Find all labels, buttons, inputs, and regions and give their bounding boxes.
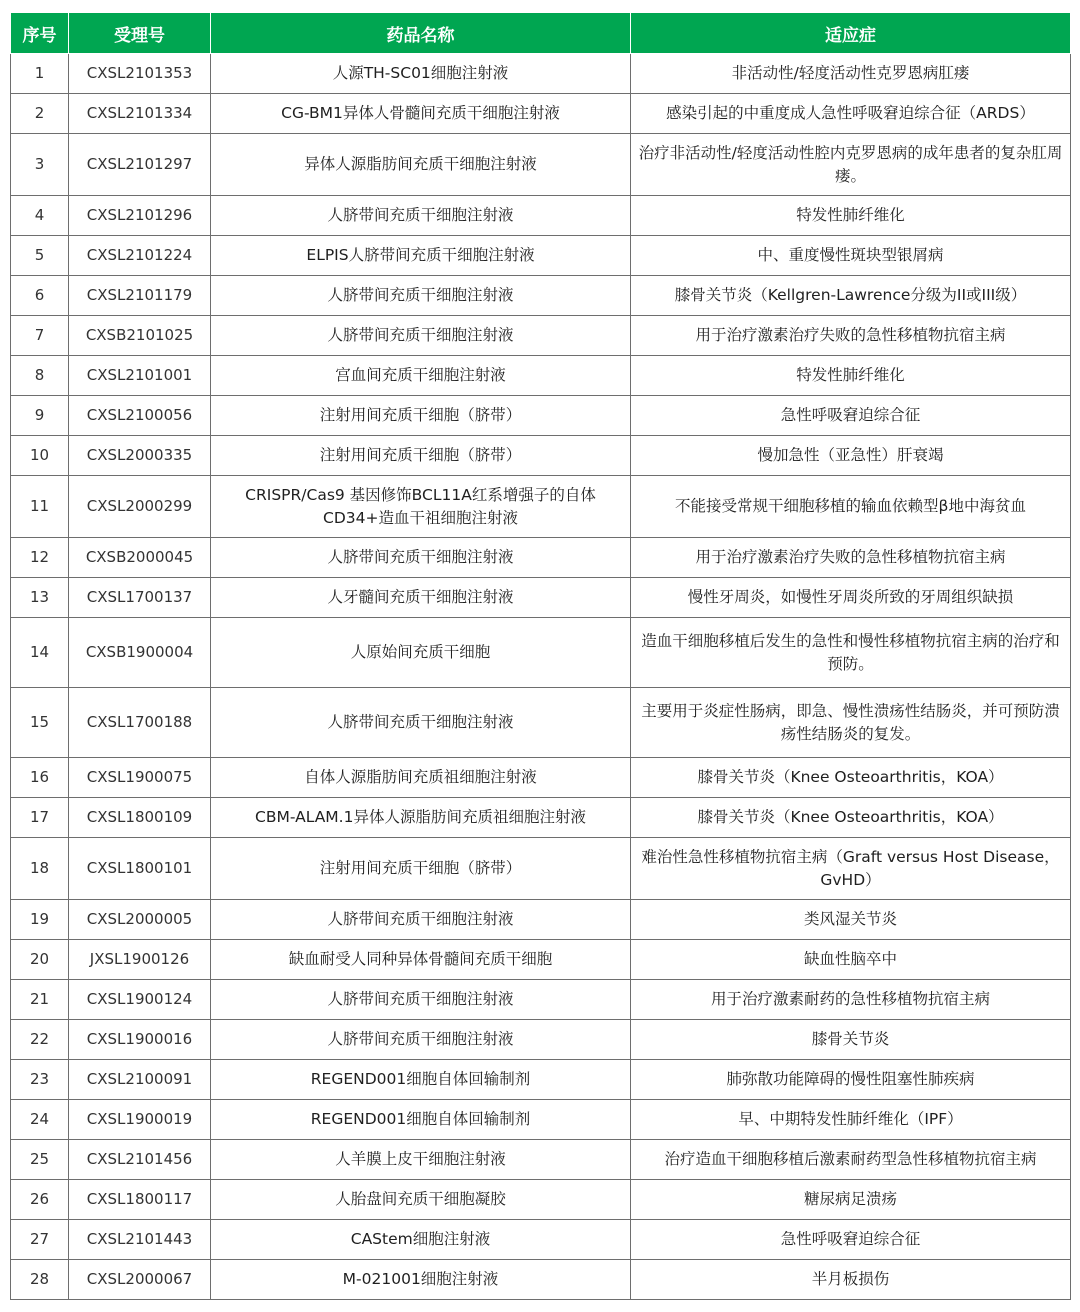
cell-indication: 不能接受常规干细胞移植的输血依赖型β地中海贫血: [631, 476, 1071, 538]
cell-drug: CRISPR/Cas9 基因修饰BCL11A红系增强子的自体CD34+造血干祖细胞注射液: [211, 476, 631, 538]
header-cell-indication: 适应症: [631, 13, 1071, 54]
cell-code: CXSL2101334: [69, 94, 211, 134]
cell-code: CXSL2101443: [69, 1220, 211, 1260]
cell-code: CXSL2000335: [69, 436, 211, 476]
cell-indication: 缺血性脑卒中: [631, 940, 1071, 980]
cell-indication: 用于治疗激素治疗失败的急性移植物抗宿主病: [631, 316, 1071, 356]
cell-drug: REGEND001细胞自体回输制剂: [211, 1060, 631, 1100]
cell-drug: 人原始间充质干细胞: [211, 618, 631, 688]
cell-code: CXSL1800109: [69, 798, 211, 838]
cell-code: CXSL1800101: [69, 838, 211, 900]
cell-index: 27: [11, 1220, 69, 1260]
cell-index: 14: [11, 618, 69, 688]
cell-drug: 注射用间充质干细胞（脐带）: [211, 838, 631, 900]
cell-drug: 人脐带间充质干细胞注射液: [211, 1020, 631, 1060]
cell-indication: 特发性肺纤维化: [631, 356, 1071, 396]
cell-indication: 肺弥散功能障碍的慢性阻塞性肺疾病: [631, 1060, 1071, 1100]
cell-code: CXSB2000045: [69, 538, 211, 578]
cell-code: CXSL2101296: [69, 196, 211, 236]
cell-index: 26: [11, 1180, 69, 1220]
cell-code: CXSL2000067: [69, 1260, 211, 1300]
cell-code: CXSL2101224: [69, 236, 211, 276]
table-row: [11, 316, 1071, 356]
cell-indication: 慢性牙周炎，如慢性牙周炎所致的牙周组织缺损: [631, 578, 1071, 618]
cell-index: 8: [11, 356, 69, 396]
cell-indication: 半月板损伤: [631, 1260, 1071, 1300]
cell-index: 23: [11, 1060, 69, 1100]
cell-drug: 人脐带间充质干细胞注射液: [211, 980, 631, 1020]
cell-code: CXSL2000299: [69, 476, 211, 538]
cell-index: 7: [11, 316, 69, 356]
cell-indication: 慢加急性（亚急性）肝衰竭: [631, 436, 1071, 476]
cell-drug: CBM-ALAM.1异体人源脂肪间充质祖细胞注射液: [211, 798, 631, 838]
table-row: [11, 356, 1071, 396]
cell-code: CXSL2101001: [69, 356, 211, 396]
cell-index: 16: [11, 758, 69, 798]
table-row: [11, 196, 1071, 236]
cell-index: 5: [11, 236, 69, 276]
table-row: [11, 1060, 1071, 1100]
cell-index: 6: [11, 276, 69, 316]
cell-indication: 造血干细胞移植后发生的急性和慢性移植物抗宿主病的治疗和预防。: [631, 618, 1071, 688]
cell-drug: 人羊膜上皮干细胞注射液: [211, 1140, 631, 1180]
cell-drug: 人牙髓间充质干细胞注射液: [211, 578, 631, 618]
header-row: [11, 13, 1071, 54]
cell-indication: 用于治疗激素耐药的急性移植物抗宿主病: [631, 980, 1071, 1020]
table-row: [11, 54, 1071, 94]
cell-drug: ELPIS人脐带间充质干细胞注射液: [211, 236, 631, 276]
header-cell-index: 序号: [11, 13, 69, 54]
cell-drug: CAStem细胞注射液: [211, 1220, 631, 1260]
cell-indication: 膝骨关节炎（Kellgren-Lawrence分级为II或III级）: [631, 276, 1071, 316]
cell-index: 20: [11, 940, 69, 980]
cell-index: 17: [11, 798, 69, 838]
cell-drug: 人胎盘间充质干细胞凝胶: [211, 1180, 631, 1220]
table-row: [11, 798, 1071, 838]
cell-index: 11: [11, 476, 69, 538]
cell-indication: 非活动性/轻度活动性克罗恩病肛瘘: [631, 54, 1071, 94]
cell-drug: 人脐带间充质干细胞注射液: [211, 196, 631, 236]
cell-drug: CG-BM1异体人骨髓间充质干细胞注射液: [211, 94, 631, 134]
cell-indication: 主要用于炎症性肠病，即急、慢性溃疡性结肠炎，并可预防溃疡性结肠炎的复发。: [631, 688, 1071, 758]
cell-code: CXSL1800117: [69, 1180, 211, 1220]
cell-code: CXSL1700137: [69, 578, 211, 618]
cell-index: 28: [11, 1260, 69, 1300]
table-row: [11, 538, 1071, 578]
cell-code: CXSL2000005: [69, 900, 211, 940]
header-cell-drug: 药品名称: [211, 13, 631, 54]
cell-indication: 膝骨关节炎（Knee Osteoarthritis，KOA）: [631, 758, 1071, 798]
cell-code: JXSL1900126: [69, 940, 211, 980]
cell-code: CXSL1900075: [69, 758, 211, 798]
cell-indication: 特发性肺纤维化: [631, 196, 1071, 236]
table-row: [11, 436, 1071, 476]
table-row: [11, 1260, 1071, 1300]
cell-indication: 急性呼吸窘迫综合征: [631, 1220, 1071, 1260]
table-row: [11, 476, 1071, 538]
cell-code: CXSL2100091: [69, 1060, 211, 1100]
table-row: [11, 1220, 1071, 1260]
cell-drug: 人脐带间充质干细胞注射液: [211, 538, 631, 578]
cell-index: 21: [11, 980, 69, 1020]
cell-indication: 糖尿病足溃疡: [631, 1180, 1071, 1220]
table-row: [11, 1180, 1071, 1220]
cell-index: 18: [11, 838, 69, 900]
cell-indication: 难治性急性移植物抗宿主病（Graft versus Host Disease， GvHD）: [631, 838, 1071, 900]
table-row: [11, 940, 1071, 980]
table-row: [11, 758, 1071, 798]
cell-code: CXSL2101456: [69, 1140, 211, 1180]
cell-indication: 膝骨关节炎: [631, 1020, 1071, 1060]
cell-code: CXSB2101025: [69, 316, 211, 356]
cell-indication: 用于治疗激素治疗失败的急性移植物抗宿主病: [631, 538, 1071, 578]
cell-code: CXSB1900004: [69, 618, 211, 688]
cell-drug: 异体人源脂肪间充质干细胞注射液: [211, 134, 631, 196]
cell-index: 24: [11, 1100, 69, 1140]
cell-indication: 膝骨关节炎（Knee Osteoarthritis，KOA）: [631, 798, 1071, 838]
cell-indication: 类风湿关节炎: [631, 900, 1071, 940]
table-row: [11, 688, 1071, 758]
table-row: [11, 236, 1071, 276]
cell-indication: 急性呼吸窘迫综合征: [631, 396, 1071, 436]
cell-code: CXSL2100056: [69, 396, 211, 436]
cell-index: 22: [11, 1020, 69, 1060]
cell-index: 13: [11, 578, 69, 618]
cell-code: CXSL1900019: [69, 1100, 211, 1140]
cell-index: 4: [11, 196, 69, 236]
table-row: [11, 900, 1071, 940]
cell-code: CXSL2101297: [69, 134, 211, 196]
cell-index: 9: [11, 396, 69, 436]
table-row: [11, 838, 1071, 900]
cell-index: 25: [11, 1140, 69, 1180]
table-row: [11, 1020, 1071, 1060]
cell-index: 12: [11, 538, 69, 578]
cell-drug: 注射用间充质干细胞（脐带）: [211, 436, 631, 476]
cell-indication: 早、中期特发性肺纤维化（IPF）: [631, 1100, 1071, 1140]
cell-drug: M-021001细胞注射液: [211, 1260, 631, 1300]
cell-code: CXSL2101353: [69, 54, 211, 94]
table-body: [11, 54, 1071, 1300]
table-row: [11, 134, 1071, 196]
table-row: [11, 980, 1071, 1020]
cell-index: 15: [11, 688, 69, 758]
cell-code: CXSL2101179: [69, 276, 211, 316]
table-header: [11, 13, 1071, 54]
drug-table: [10, 12, 1071, 1300]
header-cell-code: 受理号: [69, 13, 211, 54]
cell-code: CXSL1700188: [69, 688, 211, 758]
cell-index: 10: [11, 436, 69, 476]
cell-index: 3: [11, 134, 69, 196]
cell-index: 2: [11, 94, 69, 134]
cell-drug: 人源TH-SC01细胞注射液: [211, 54, 631, 94]
cell-drug: 人脐带间充质干细胞注射液: [211, 276, 631, 316]
cell-indication: 感染引起的中重度成人急性呼吸窘迫综合征（ARDS）: [631, 94, 1071, 134]
cell-drug: 自体人源脂肪间充质祖细胞注射液: [211, 758, 631, 798]
table-row: [11, 578, 1071, 618]
cell-index: 19: [11, 900, 69, 940]
cell-indication: 治疗非活动性/轻度活动性腔内克罗恩病的成年患者的复杂肛周瘘。: [631, 134, 1071, 196]
cell-indication: 治疗造血干细胞移植后激素耐药型急性移植物抗宿主病: [631, 1140, 1071, 1180]
table-row: [11, 276, 1071, 316]
cell-drug: 宫血间充质干细胞注射液: [211, 356, 631, 396]
table-row: [11, 94, 1071, 134]
cell-drug: 人脐带间充质干细胞注射液: [211, 688, 631, 758]
table-row: [11, 1100, 1071, 1140]
cell-drug: 注射用间充质干细胞（脐带）: [211, 396, 631, 436]
cell-drug: 人脐带间充质干细胞注射液: [211, 316, 631, 356]
cell-drug: REGEND001细胞自体回输制剂: [211, 1100, 631, 1140]
cell-index: 1: [11, 54, 69, 94]
table-row: [11, 396, 1071, 436]
cell-code: CXSL1900016: [69, 1020, 211, 1060]
table-row: [11, 618, 1071, 688]
cell-code: CXSL1900124: [69, 980, 211, 1020]
cell-indication: 中、重度慢性斑块型银屑病: [631, 236, 1071, 276]
cell-drug: 人脐带间充质干细胞注射液: [211, 900, 631, 940]
table-row: [11, 1140, 1071, 1180]
cell-drug: 缺血耐受人同种异体骨髓间充质干细胞: [211, 940, 631, 980]
